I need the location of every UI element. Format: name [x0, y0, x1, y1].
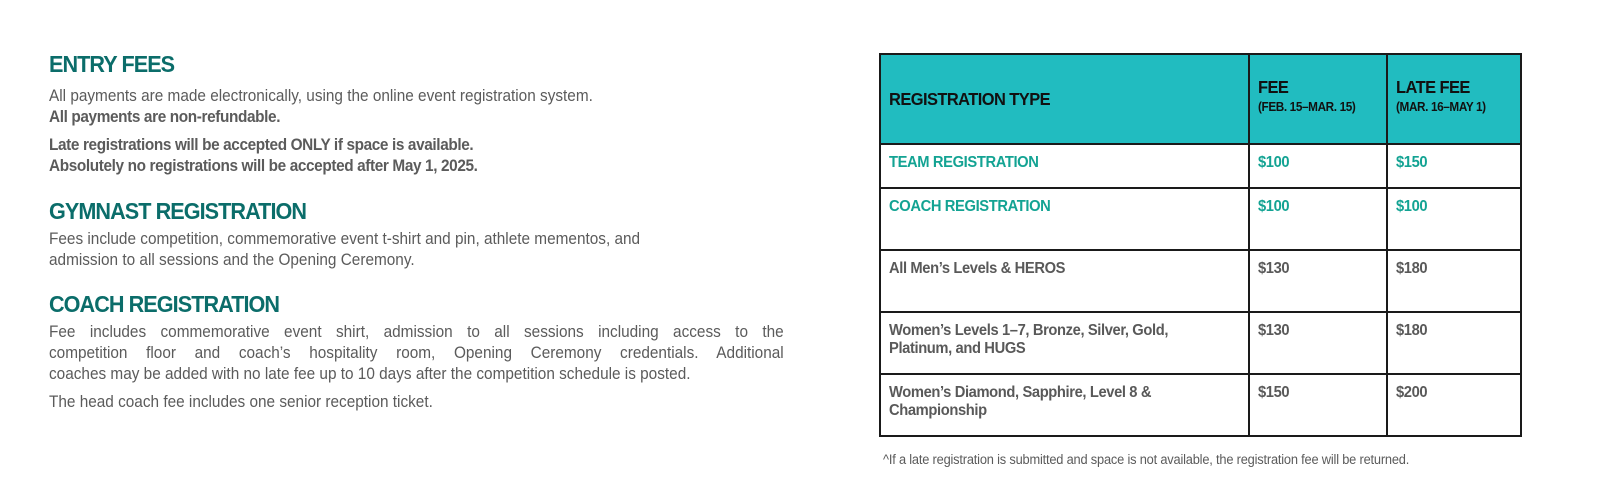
late-fee-value: $150: [1396, 154, 1428, 171]
registration-type-cell: [880, 374, 1249, 436]
late-fee-cell: [1387, 144, 1521, 188]
late-fee-value: $180: [1396, 260, 1428, 277]
late-fee-value: $180: [1396, 322, 1428, 339]
header-late-fee-label: LATE FEE: [1396, 77, 1470, 97]
table-row: [880, 144, 1521, 188]
header-late-fee-dates: (MAR. 16–MAY 1): [1396, 100, 1486, 114]
gymnast-registration-line: Fees include competition, commemorative event t-shirt and pin, athlete mementos, and: [49, 230, 641, 248]
fee-value: $100: [1258, 154, 1290, 171]
fee-cell: [1249, 188, 1387, 250]
entry-fees-text-deadline: Absolutely no registrations will be accepted after May 1, 2025.: [49, 157, 478, 175]
registration-type-label: COACH REGISTRATION: [889, 198, 1051, 215]
late-fee-cell: [1387, 188, 1521, 250]
registration-type-label: Platinum, and HUGS: [889, 340, 1026, 357]
coach-registration-text: [49, 322, 784, 385]
coach-registration-line: coaches may be added with no late fee up to 10 days after the competition schedule is posted.: [49, 365, 691, 383]
header-registration-type-label: REGISTRATION TYPE: [889, 89, 1051, 109]
late-fee-cell: [1387, 374, 1521, 436]
entry-fees-payment-block: [49, 86, 784, 128]
gymnast-registration-heading: GYMNAST REGISTRATION: [49, 198, 307, 224]
coach-registration-line: Fee includes commemorative event shirt, admission to all sessions including access to the: [49, 323, 784, 341]
late-fee-value: $200: [1396, 384, 1428, 401]
fee-cell: [1249, 144, 1387, 188]
fee-value: $100: [1258, 198, 1290, 215]
table-header-row: [880, 54, 1521, 144]
fee-cell: [1249, 250, 1387, 312]
coach-registration-line: competition floor and coach’s hospitality room, Opening Ceremony credentials. Additional: [49, 344, 784, 362]
gymnast-registration-text: [49, 229, 784, 271]
late-fee-cell: [1387, 312, 1521, 374]
registration-type-label: Women’s Diamond, Sapphire, Level 8 &: [889, 384, 1152, 401]
entry-fees-late-block: [49, 135, 784, 177]
fee-value: $130: [1258, 260, 1290, 277]
coach-reception-ticket-text: The head coach fee includes one senior reception ticket.: [49, 393, 433, 411]
coach-registration-heading: COACH REGISTRATION: [49, 291, 280, 317]
registration-fee-table: [879, 53, 1522, 437]
registration-type-cell: [880, 312, 1249, 374]
fee-cell: [1249, 312, 1387, 374]
header-fee-label: FEE: [1258, 77, 1289, 97]
entry-fees-text-electronic: All payments are made electronically, using the online event registration system.: [49, 87, 593, 105]
registration-type-label: Championship: [889, 402, 987, 419]
entry-fees-text-nonrefundable: All payments are non-refundable.: [49, 108, 281, 126]
gymnast-registration-line: admission to all sessions and the Opening Ceremony.: [49, 251, 415, 269]
registration-type-label: TEAM REGISTRATION: [889, 154, 1039, 171]
fee-value: $150: [1258, 384, 1290, 401]
registration-type-cell: [880, 188, 1249, 250]
entry-fees-text-late: Late registrations will be accepted ONLY if space is available.: [49, 136, 474, 154]
header-late-fee: [1387, 54, 1521, 144]
table-row: [880, 188, 1521, 250]
late-registration-footnote: ^If a late registration is submitted and space is not available, the registration fee will be returned.: [883, 452, 1410, 467]
header-fee: [1249, 54, 1387, 144]
registration-type-label: All Men’s Levels & HEROS: [889, 260, 1066, 277]
late-fee-cell: [1387, 250, 1521, 312]
fee-info-column: [49, 50, 784, 413]
registration-type-cell: [880, 250, 1249, 312]
entry-fees-heading: ENTRY FEES: [49, 51, 175, 77]
registration-type-label: Women’s Levels 1–7, Bronze, Silver, Gold,: [889, 322, 1169, 339]
header-registration-type: [880, 54, 1249, 144]
header-fee-dates: (FEB. 15–MAR. 15): [1258, 100, 1356, 114]
table-row: [880, 374, 1521, 436]
fee-value: $130: [1258, 322, 1290, 339]
table-row: [880, 250, 1521, 312]
late-fee-value: $100: [1396, 198, 1428, 215]
registration-type-cell: [880, 144, 1249, 188]
table-row: [880, 312, 1521, 374]
fee-cell: [1249, 374, 1387, 436]
